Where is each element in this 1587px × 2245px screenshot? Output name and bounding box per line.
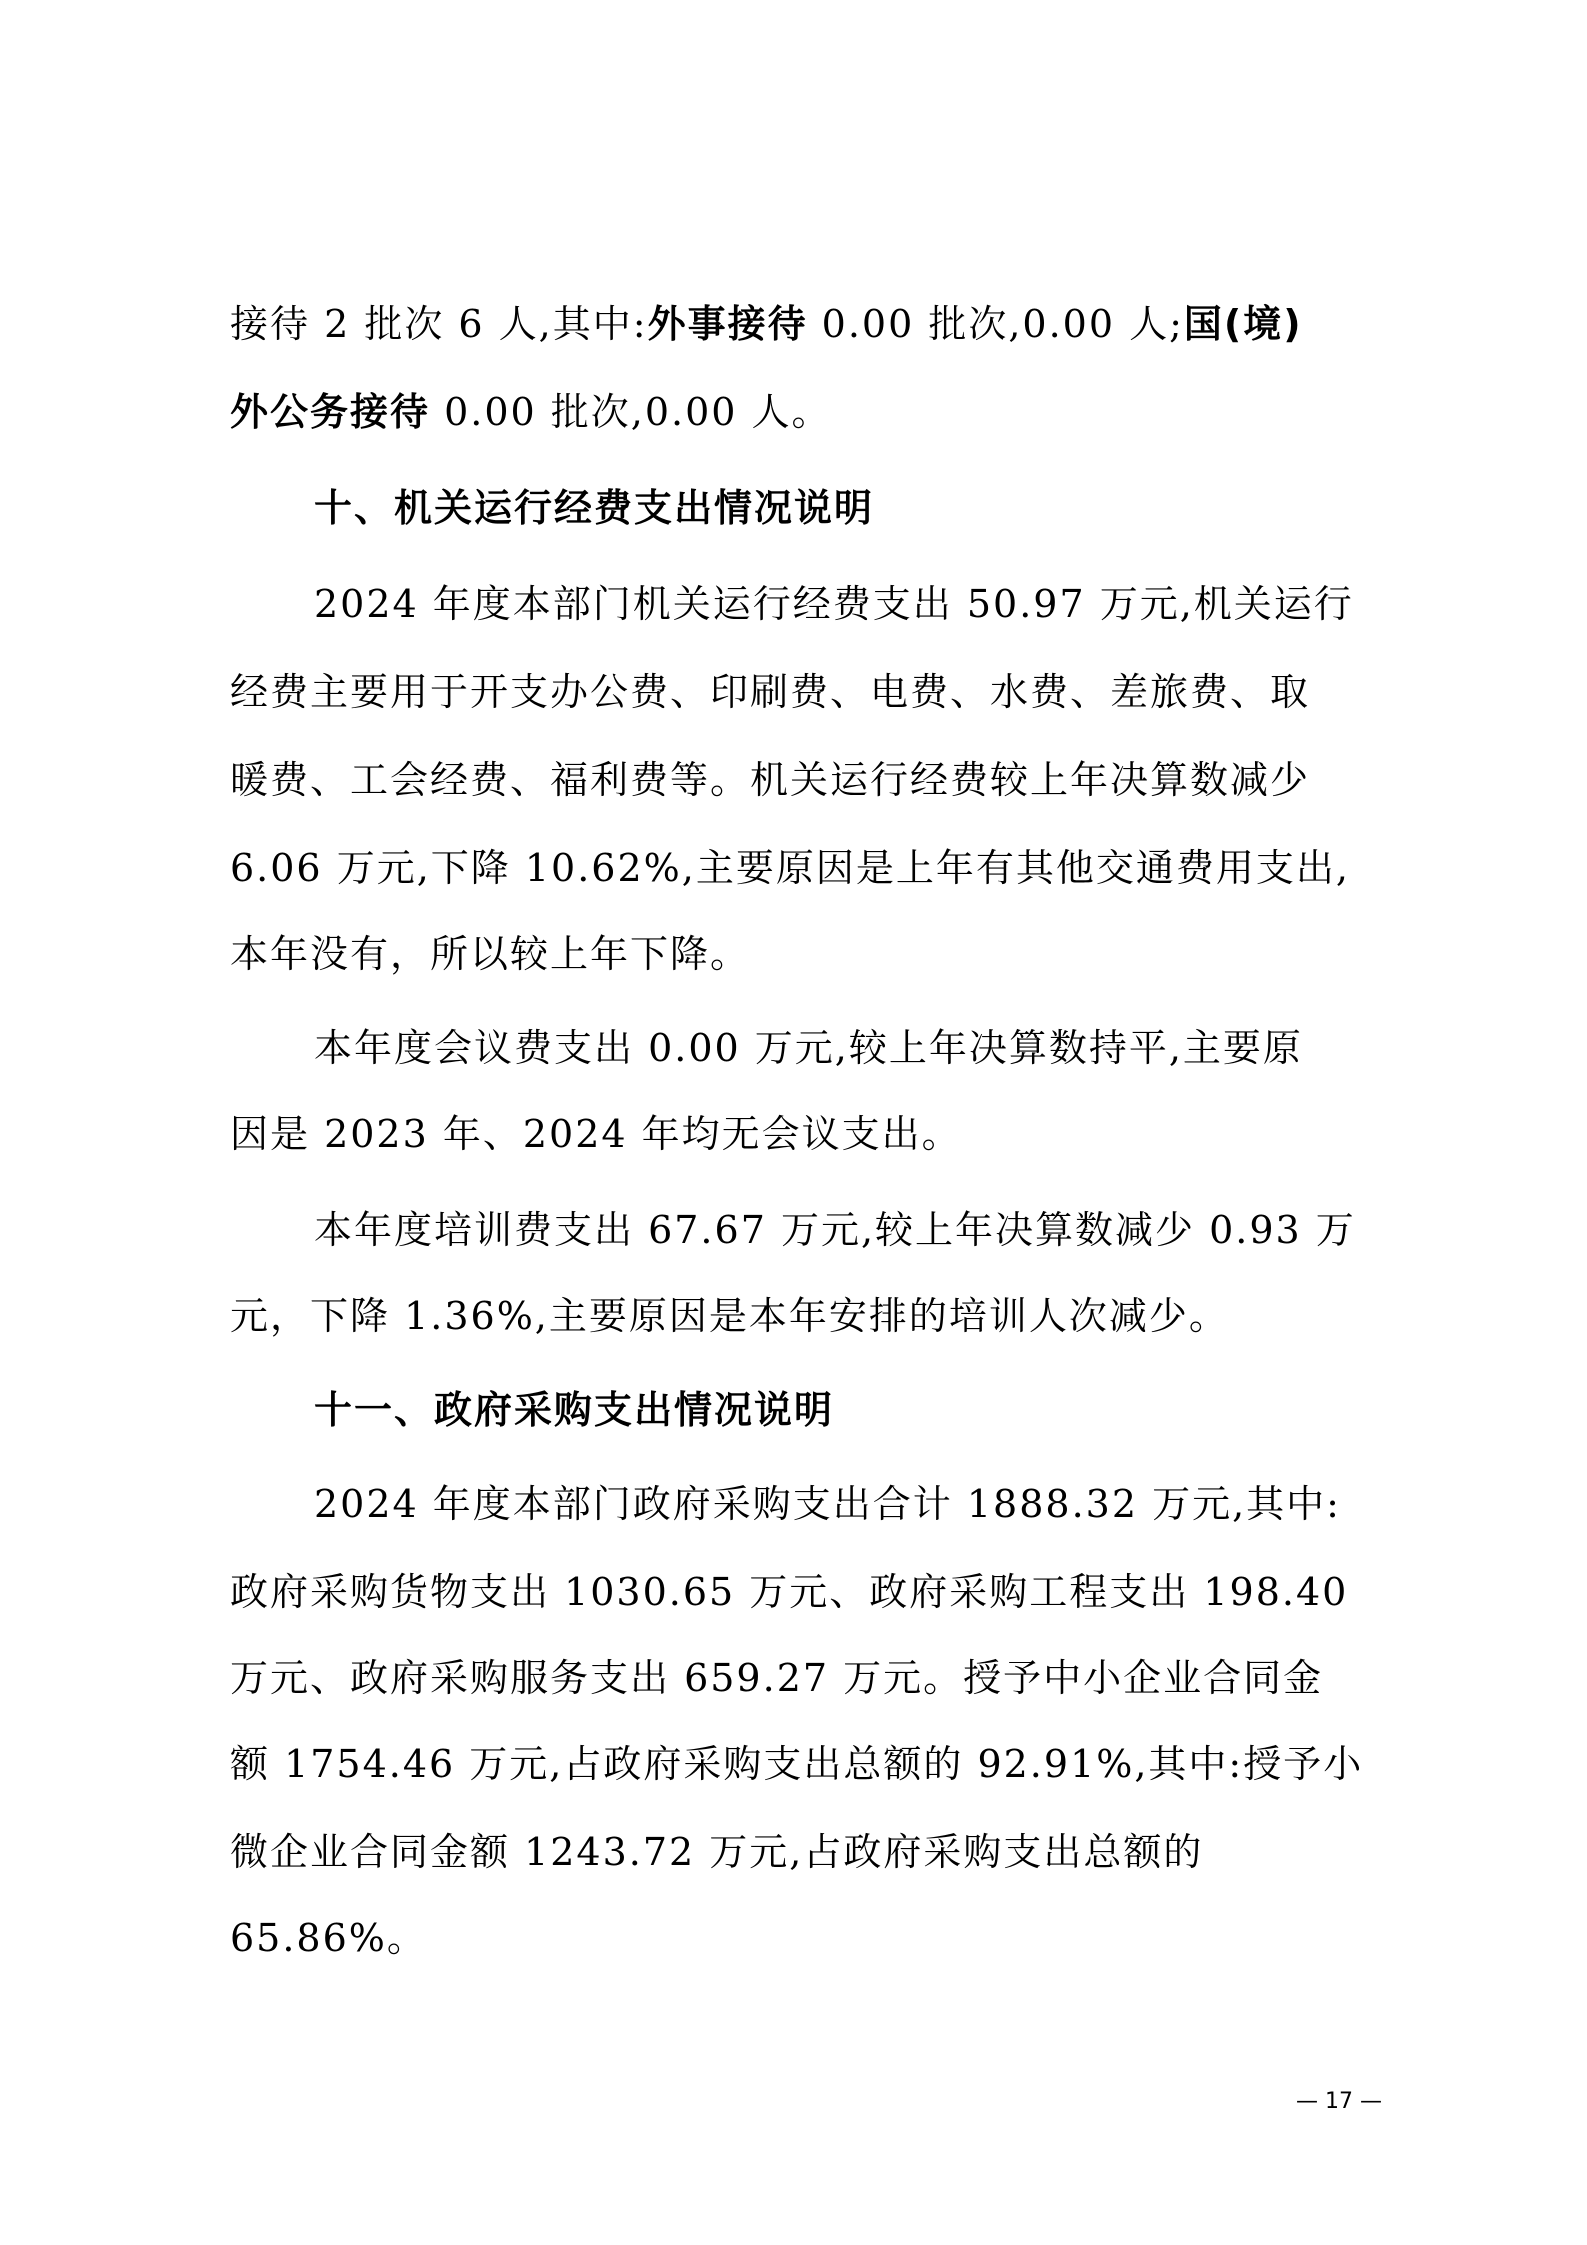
page-number: — 17 — xyxy=(1296,2089,1382,2114)
reception-text-c: 0.00 批次,0.00 人; xyxy=(807,302,1184,346)
section11-p1-line-3: 万元、政府采购服务支出 659.27 万元。授予中小企业合同金 xyxy=(230,1656,1324,1700)
reception-text-b: 外事接待 xyxy=(647,302,808,346)
section11-p1-line-5: 微企业合同金额 1243.72 万元,占政府采购支出总额的 xyxy=(230,1830,1204,1874)
section10-p1-line-2: 经费主要用于开支办公费、印刷费、电费、水费、差旅费、取 xyxy=(230,670,1311,714)
section11-p1-line-4: 额 1754.46 万元,占政府采购支出总额的 92.91%,其中:授予小 xyxy=(230,1742,1364,1786)
section10-p3-line-1: 本年度培训费支出 67.67 万元,较上年决算数减少 0.93 万 xyxy=(314,1208,1356,1252)
section11-p1-line-2: 政府采购货物支出 1030.65 万元、政府采购工程支出 198.40 xyxy=(230,1570,1349,1614)
section11-p1-line-6: 65.86%。 xyxy=(230,1916,427,1960)
section11-p1-line-1: 2024 年度本部门政府采购支出合计 1888.32 万元,其中: xyxy=(314,1482,1341,1526)
section10-p1-line-1: 2024 年度本部门机关运行经费支出 50.97 万元,机关运行 xyxy=(314,582,1354,626)
section10-heading: 十、机关运行经费支出情况说明 xyxy=(314,486,875,530)
section10-p1-line-4: 6.06 万元,下降 10.62%,主要原因是上年有其他交通费用支出, xyxy=(230,846,1350,890)
reception-text-a: 接待 2 批次 6 人,其中: xyxy=(230,302,648,346)
reception-line-1 xyxy=(230,298,1303,350)
reception-text-d: 国(境) xyxy=(1183,302,1303,346)
reception-text-f: 0.00 批次,0.00 人。 xyxy=(430,390,832,434)
section10-p2-line-1: 本年度会议费支出 0.00 万元,较上年决算数持平,主要原 xyxy=(314,1026,1303,1070)
reception-line-2 xyxy=(230,386,832,438)
section10-p1-line-3: 暖费、工会经费、福利费等。机关运行经费较上年决算数减少 xyxy=(230,758,1311,802)
section10-p2-line-2: 因是 2023 年、2024 年均无会议支出。 xyxy=(230,1112,962,1156)
section11-heading: 十一、政府采购支出情况说明 xyxy=(314,1388,835,1432)
section10-p1-line-5: 本年没有，所以较上年下降。 xyxy=(230,932,751,976)
section10-p3-line-2: 元，下降 1.36%,主要原因是本年安排的培训人次减少。 xyxy=(230,1294,1229,1338)
reception-text-e: 外公务接待 xyxy=(230,390,431,434)
